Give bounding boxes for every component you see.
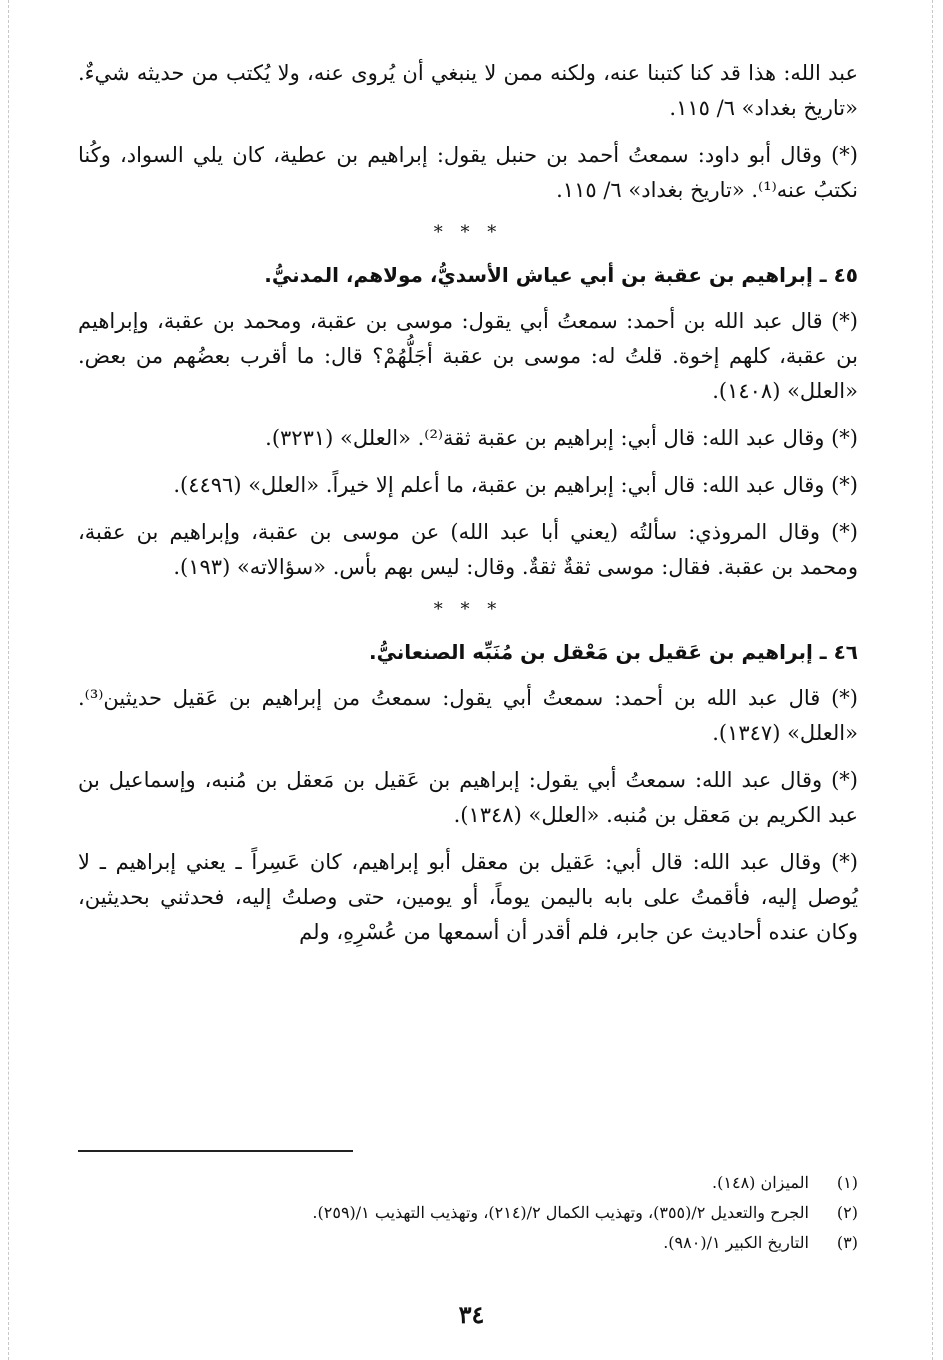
entry46-paragraph: (*) قال عبد الله بن أحمد: سمعتُ أبي يقول: سمعتُ من إبراهيم بن عَقيل حديثين⁽³⁾. «العلل» (١٣٤٧).	[78, 686, 858, 745]
footnote-text: الجرح والتعديل ٢/(٣٥٥)، وتهذيب الكمال ٢/(٢١٤)، وتهذيب التهذيب ١/(٢٥٩).	[312, 1203, 809, 1222]
section-separator: * * *	[433, 222, 503, 243]
entry45-paragraph: (*) قال عبد الله بن أحمد: سمعتُ أبي يقول: موسى بن عقبة، ومحمد بن عقبة، وإبراهيم بن عقبة، كلهم إخوة. قلتُ له: موسى بن عقبة أجَلُّهُمْ؟ قال: ما أقرب بعضُهم من بعض. «العلل» (١٤٠٨).	[78, 309, 858, 403]
footnote-number: (٣)	[836, 1233, 858, 1252]
entry46-paragraph: (*) وقال عبد الله: سمعتُ أبي يقول: إبراهيم بن عَقيل بن مَعقل بن مُنبه، وإسماعيل بن عبد الكريم بن مَعقل بن مُنبه. «العلل» (١٣٤٨).	[78, 768, 858, 827]
paragraph-abu-dawud: (*) وقال أبو داود: سمعتُ أحمد بن حنبل يقول: إبراهيم بن عطية، كان يلي السواد، وكُنا نكتبُ عنه⁽¹⁾. «تاريخ بغداد» ٦/ ١١٥.	[78, 143, 858, 202]
scan-guide-line-left	[8, 0, 9, 1360]
scan-guide-line-right	[932, 0, 933, 1360]
page-number: ٣٤	[458, 1300, 485, 1329]
footnote-text: الميزان (١٤٨).	[712, 1173, 809, 1192]
section-separator: * * *	[433, 599, 503, 620]
footnotes	[78, 1168, 858, 1258]
footnote-item	[78, 1198, 858, 1228]
entry-heading-45: ٤٥ ـ إبراهيم بن عقبة بن أبي عياش الأسديُّ، مولاهم، المدنيُّ.	[264, 263, 858, 287]
paragraph-continuation: عبد الله: هذا قد كنا كتبنا عنه، ولكنه ممن لا ينبغي أن يُروى عنه، ولا يُكتب من حديثه شيءٌ. «تاريخ بغداد» ٦/ ١١٥.	[78, 61, 858, 120]
entry45-paragraph: (*) وقال عبد الله: قال أبي: إبراهيم بن عقبة ثقة⁽²⁾. «العلل» (٣٢٣١).	[265, 426, 858, 450]
footnote-number: (٢)	[836, 1203, 858, 1222]
entry46-paragraph: (*) وقال عبد الله: قال أبي: عَقيل بن معقل أبو إبراهيم، كان عَسِراً ـ يعني إبراهيم ـ لا يُوصل إليه، فأقمتُ على بابه باليمن يوماً، أو يومين، حتى وصلتُ إليه، فحدثني بحديثين، وكان عنده أحاديث عن جابر، فلم أقدر أن أسمعها من عُسْرِهِ، ولم	[78, 850, 858, 944]
page-body	[78, 56, 858, 1346]
entry45-paragraph: (*) وقال عبد الله: قال أبي: إبراهيم بن عقبة، ما أعلم إلا خيراً. «العلل» (٤٤٩٦).	[173, 473, 858, 497]
footnote-text: التاريخ الكبير ١/(٩٨٠).	[663, 1233, 809, 1252]
footnote-item	[78, 1228, 858, 1258]
footnote-number: (١)	[836, 1173, 858, 1192]
entry-heading-46: ٤٦ ـ إبراهيم بن عَقيل بن مَعْقل بن مُنَبِّه الصنعانيُّ.	[368, 640, 858, 664]
entry45-paragraph: (*) وقال المروذي: سألتُه (يعني أبا عبد الله) عن موسى بن عقبة، وإبراهيم بن عقبة، ومحمد بن عقبة. فقال: موسى ثقةٌ ثقةٌ. وقال: ليس بهم بأس. «سؤالاته» (١٩٣).	[78, 520, 858, 579]
footnote-rule	[78, 1150, 353, 1152]
footnote-item	[78, 1168, 858, 1198]
